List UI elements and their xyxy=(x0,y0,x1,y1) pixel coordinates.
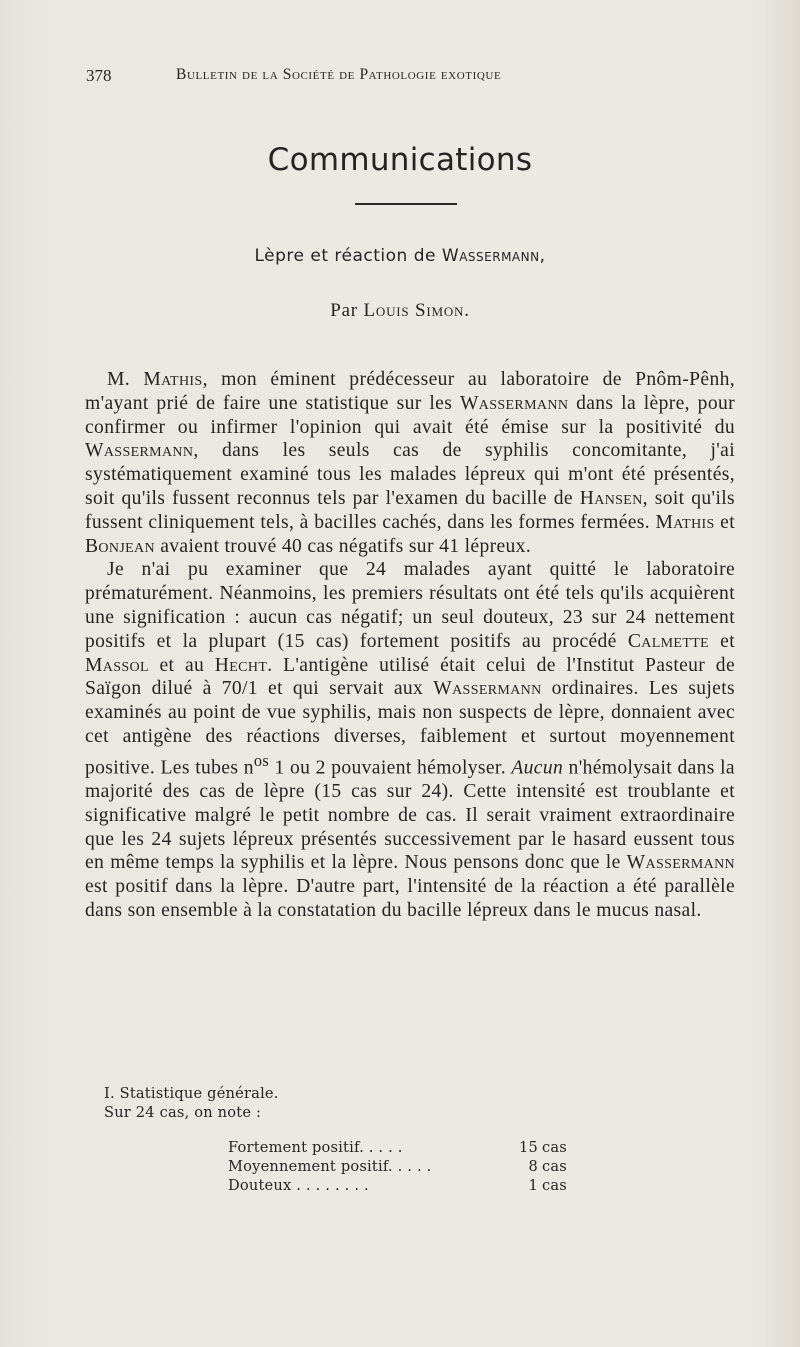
author-citation: Wassermann xyxy=(459,392,569,414)
author-citation: Mathis xyxy=(143,369,203,390)
author-citation: Wassermann xyxy=(85,440,194,462)
superscript: os xyxy=(253,750,270,770)
article-title: Lèpre et réaction de Wassermann, xyxy=(254,246,546,266)
row-unit: cas xyxy=(542,1158,567,1175)
statistics-section xyxy=(104,1084,624,1195)
row-label: Fortement positif. . . . . xyxy=(228,1139,403,1156)
table-row xyxy=(228,1157,582,1176)
statistics-table xyxy=(228,1138,582,1195)
author-citation: Mathis xyxy=(655,511,715,533)
row-value: 8 xyxy=(528,1158,538,1175)
journal-title: Bulletin de la Société de Pathologie exotique xyxy=(176,66,502,83)
row-unit: cas xyxy=(542,1139,567,1156)
row-label: Douteux . . . . . . . . xyxy=(228,1177,369,1194)
paragraph-2: Je n'ai pu examiner que 24 malades ayant quitté le laboratoire prématurément. Néanmoins, les premiers résultats ont été tels qu'ils acquièrent une signification : aucun cas négatif; un seul douteux, 23 sur 24 nettement positifs et la plupart (15 cas) fortement positifs au procédé Calmette et Massol et au Hecht. L'antigène utilisé était celui de l'Institut Pasteur de Saïgon dilué à 70/1 et qui servait aux Wassermann ordinaires. Les sujets examinés au point de vue syphilis, mais non suspects de lèpre, donnaient avec cet antigène des réactions diverses, faiblement et surtout moyennement positive. Les tubes $n^{os}$ 1 ou 2 pouvaient hémolyser. Aucun n'hémolysait dans la majorité des cas de lèpre (15 cas sur 24). Cette intensité est troublante et significative malgré le petit nombre de cas. Il serait vraiment extraordinaire que les 24 sujets lépreux présentés successivement par le hasard eussent tous en même temps la syphilis et la lèpre. Nous pensons donc que le Wassermann est positif dans la lèpre. D'autre part, l'intensité de la réaction a été parallèle dans son ensemble à la constatation du bacille lépreux dans le mucus nasal. xyxy=(85,559,735,922)
row-value: 1 xyxy=(528,1177,538,1194)
article-author: Par Louis Simon. xyxy=(330,300,470,321)
author-citation: Calmette xyxy=(627,630,710,652)
author-citation: Wassermann xyxy=(626,852,735,874)
table-row xyxy=(228,1176,582,1195)
author-citation: Wassermann xyxy=(433,678,542,700)
statistics-heading: I. Statistique générale. xyxy=(104,1085,279,1102)
section-title: Communications xyxy=(267,142,533,178)
table-row xyxy=(228,1138,582,1157)
running-head xyxy=(0,66,800,90)
title-divider xyxy=(355,203,457,205)
author-name: Louis Simon xyxy=(363,300,465,321)
page-number: 378 xyxy=(86,66,112,85)
article-body xyxy=(85,368,735,923)
paragraph-1: M. Mathis, mon éminent prédécesseur au laboratoire de Pnôm-Pênh, m'ayant prié de faire une statistique sur les Wassermann dans la lèpre, pour confirmer ou infirmer l'opinion qui avait été émise sur la positivité du Wassermann, dans les seuls cas de syphilis concomitante, j'ai systématiquement examiné tous les malades lépreux qui m'ont été présentés, soit qu'ils fussent reconnus tels par l'examen du bacille de Hansen, soit qu'ils fussent cliniquement tels, à bacilles cachés, dans les formes fermées. Mathis et Bonjean avaient trouvé 40 cas négatifs sur 41 lépreux. xyxy=(85,369,736,557)
row-label: Moyennement positif. . . . . xyxy=(228,1158,432,1175)
row-unit: cas xyxy=(542,1177,567,1194)
author-citation: Hecht xyxy=(214,654,268,676)
title-name: Wassermann xyxy=(441,246,540,266)
statistics-intro: Sur 24 cas, on note : xyxy=(104,1104,262,1121)
author-citation: Bonjean xyxy=(85,535,155,557)
emphasis: Aucun xyxy=(511,757,564,779)
author-citation: Hansen xyxy=(579,487,643,509)
row-value: 15 xyxy=(519,1139,538,1156)
author-citation: Massol xyxy=(85,654,149,676)
